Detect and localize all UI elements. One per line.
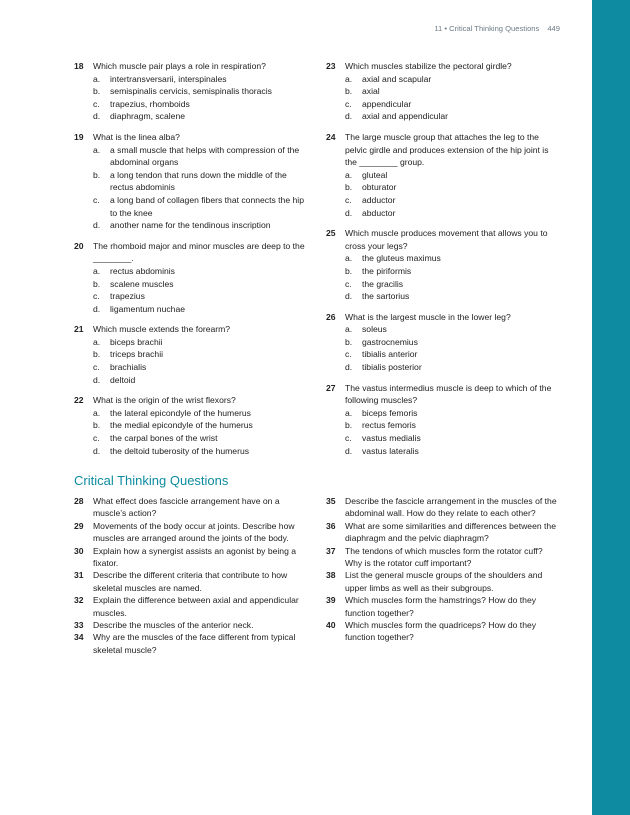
answer-option: b. the piriformis [345, 265, 412, 276]
critical-question: 36 What are some similarities and differences between the diaphragm and the pelvic diaphragm? [326, 520, 556, 544]
question-text: Which muscles stabilize the pectoral girdle? [345, 61, 512, 71]
critical-question: 38 List the general muscle groups of the shoulders and upper limbs as well as their subgroups. [326, 570, 543, 593]
question-23 [326, 60, 558, 123]
critical-question: 31 Describe the different criteria that contribute to how skeletal muscles are named. [74, 570, 288, 593]
answer-option: a. soleus [345, 324, 387, 335]
answer-option: c. brachialis [93, 362, 147, 373]
answer-option: c. the gracilis [345, 278, 404, 289]
question-number: 22 [74, 395, 84, 406]
answer-option: c. trapezius, rhomboids [93, 98, 190, 109]
question-number: 25 [326, 228, 336, 239]
answer-option: a. biceps brachii [93, 336, 163, 347]
question-20 [74, 240, 306, 316]
question-24 [326, 131, 558, 219]
answer-option: b. gastrocnemius [345, 336, 418, 347]
question-25 [326, 227, 558, 303]
question-text: What is the largest muscle in the lower leg? [345, 311, 511, 322]
answer-option: b. the medial epicondyle of the humerus [93, 420, 253, 431]
question-text: The vastus intermedius muscle is deep to which of the following muscles? [345, 382, 552, 406]
critical-question: 29 Movements of the body occur at joints. Describe how muscles are arranged around the joints of the body. [74, 520, 295, 544]
critical-question: 34 Why are the muscles of the face different from typical skeletal muscle? [74, 632, 296, 655]
answer-option: a. axial and scapular [345, 73, 432, 84]
question-21 [74, 323, 306, 386]
critical-question: 32 Explain the difference between axial and appendicular muscles. [74, 595, 299, 618]
running-header [380, 24, 560, 33]
answer-option: c. a long band of collagen fibers that connects the hip to the knee [93, 194, 304, 218]
answer-option: d. the sartorius [345, 291, 410, 302]
answer-option: c. the carpal bones of the wrist [93, 433, 218, 444]
question-number: 23 [326, 61, 336, 71]
right-question-column [326, 60, 558, 457]
answer-option: c. tibialis anterior [345, 349, 418, 360]
answer-option: d. ligamentum nuchae [93, 303, 186, 314]
answer-option: b. scalene muscles [93, 278, 174, 289]
question-number: 26 [326, 311, 336, 322]
answer-option: c. appendicular [345, 98, 412, 109]
question-18 [74, 60, 306, 123]
answer-option: d. the deltoid tuberosity of the humerus [93, 445, 250, 456]
critical-question: 30 Explain how a synergist assists an agonist by being a fixator. [74, 545, 297, 569]
question-22 [74, 394, 306, 457]
question-text: What is the linea alba? [93, 131, 180, 142]
answer-option: a. intertransversarii, interspinales [93, 73, 227, 84]
answer-option: d. vastus lateralis [345, 445, 419, 456]
section-heading: Critical Thinking Questions [74, 473, 229, 488]
answer-option: b. axial [345, 86, 380, 97]
answer-option: b. obturator [345, 182, 397, 193]
answer-option: a. gluteal [345, 169, 388, 180]
answer-option: b. a long tendon that runs down the middle of the rectus abdominis [93, 169, 287, 193]
answer-option: d. abductor [345, 207, 396, 218]
answer-option: b. triceps brachii [93, 349, 164, 360]
question-number: 24 [326, 131, 336, 142]
critical-question: 35 Describe the fascicle arrangement in the muscles of the abdominal wall. How do they relate to each other? [326, 496, 557, 519]
critical-question: 39 Which muscles form the hamstrings? How do they function together? [326, 595, 537, 618]
answer-option: a. a small muscle that helps with compression of the abdominal organs [93, 144, 300, 168]
question-number: 19 [74, 131, 84, 142]
question-number: 21 [74, 324, 84, 335]
answer-option: c. trapezius [93, 291, 145, 302]
answer-option: b. rectus femoris [345, 420, 416, 431]
answer-option: a. biceps femoris [345, 407, 418, 418]
critical-questions-right [326, 495, 558, 644]
answer-option: a. the lateral epicondyle of the humerus [93, 407, 251, 418]
question-number: 20 [74, 240, 84, 251]
answer-option: b. semispinalis cervicis, semispinalis thoracis [93, 86, 272, 97]
answer-option: d. axial and appendicular [345, 111, 449, 122]
question-number: 27 [326, 382, 336, 393]
question-text: Which muscle pair plays a role in respiration? [93, 61, 266, 71]
answer-option: a. rectus abdominis [93, 265, 175, 276]
answer-option: d. another name for the tendinous inscription [93, 220, 271, 231]
question-text: Which muscle produces movement that allows you to cross your legs? [345, 228, 548, 251]
side-color-bar [592, 0, 630, 815]
question-text: Which muscle extends the forearm? [93, 324, 231, 335]
page-number: 449 [547, 24, 560, 33]
question-text: The rhomboid major and minor muscles are deep to the ________. [93, 240, 305, 264]
answer-option: d. diaphragm, scalene [93, 111, 186, 122]
critical-questions-left [74, 495, 306, 656]
question-text: The large muscle group that attaches the leg to the pelvic girdle and produces extension of the hip joint is the ________ group. [345, 131, 549, 168]
question-27 [326, 382, 558, 458]
critical-question: 37 The tendons of which muscles form the rotator cuff? Why is the rotator cuff important? [326, 545, 543, 569]
answer-option: a. the gluteus maximus [345, 253, 441, 264]
critical-question: 40 Which muscles form the quadriceps? How do they function together? [326, 620, 537, 643]
question-26 [326, 311, 558, 374]
answer-option: c. adductor [345, 194, 396, 205]
question-number: 18 [74, 61, 84, 71]
question-text: What is the origin of the wrist flexors? [93, 395, 236, 406]
answer-option: d. deltoid [93, 374, 136, 385]
answer-option: d. tibialis posterior [345, 362, 422, 373]
question-19 [74, 131, 306, 232]
left-question-column [74, 60, 306, 457]
answer-option: c. vastus medialis [345, 433, 421, 444]
critical-question: 28 What effect does fascicle arrangement have on a muscle’s action? [74, 496, 280, 519]
chapter-label: 11 • Critical Thinking Questions [434, 24, 540, 33]
critical-question: 33 Describe the muscles of the anterior neck. [74, 620, 254, 631]
